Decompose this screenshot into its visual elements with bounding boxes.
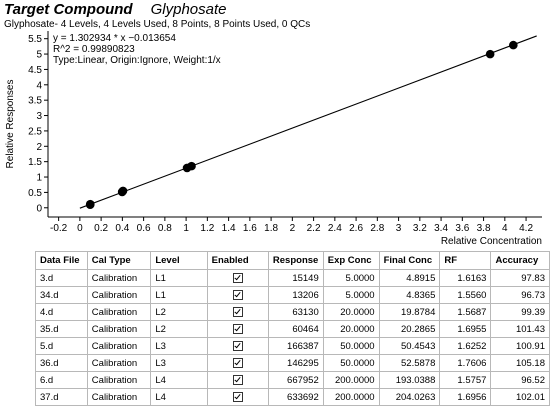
enabled-checkbox[interactable]: [207, 338, 268, 355]
table-row[interactable]: [36, 338, 550, 355]
table-row[interactable]: [36, 321, 550, 338]
enabled-checkbox[interactable]: [207, 372, 268, 389]
calibration-table: [35, 251, 550, 406]
table-cell: 200.0000: [323, 389, 379, 406]
checkbox-checked-icon[interactable]: [233, 392, 243, 402]
x-tick-label: 4.2: [519, 223, 534, 234]
x-tick-label: 3.4: [434, 223, 449, 234]
table-cell: 37.d: [36, 389, 88, 406]
table-cell: Calibration: [87, 338, 151, 355]
table-body: [36, 270, 550, 406]
checkbox-checked-icon[interactable]: [233, 358, 243, 368]
table-cell: 1.5687: [440, 304, 491, 321]
enabled-checkbox[interactable]: [207, 321, 268, 338]
y-tick-label: 0.5: [28, 187, 42, 199]
x-tick-label: 0.6: [136, 223, 151, 234]
table-cell: 5.0000: [323, 287, 379, 304]
x-tick-label: 2.6: [349, 223, 364, 234]
table-cell: 1.6956: [440, 389, 491, 406]
table-cell: 20.0000: [323, 304, 379, 321]
y-tick-label: 0: [36, 203, 42, 215]
x-tick-label: 2.4: [327, 223, 342, 234]
x-tick-label: 1.2: [200, 223, 215, 234]
table-cell: 102.01: [491, 389, 550, 406]
fit-annotation: y = 1.302934 * x −0.013654: [53, 33, 176, 44]
table-cell: 63130: [268, 304, 323, 321]
x-tick-label: 4: [502, 223, 508, 234]
table-cell: 36.d: [36, 355, 88, 372]
enabled-checkbox[interactable]: [207, 270, 268, 287]
table-cell: L2: [151, 321, 207, 338]
table-cell: 166387: [268, 338, 323, 355]
data-point: [86, 200, 95, 209]
table-cell: 100.91: [491, 338, 550, 355]
table-cell: 4.8915: [379, 270, 440, 287]
table-cell: 105.18: [491, 355, 550, 372]
table-cell: 5.d: [36, 338, 88, 355]
table-cell: L4: [151, 372, 207, 389]
x-tick-label: -0.2: [50, 223, 68, 234]
table-cell: Calibration: [87, 355, 151, 372]
y-tick-label: 2.5: [28, 126, 42, 138]
table-row[interactable]: [36, 389, 550, 406]
table-row[interactable]: [36, 287, 550, 304]
y-tick-label: 4: [36, 80, 42, 92]
table-cell: 13206: [268, 287, 323, 304]
data-point: [119, 187, 128, 196]
data-point: [187, 162, 196, 171]
checkbox-checked-icon[interactable]: [233, 324, 243, 334]
table-cell: 4.d: [36, 304, 88, 321]
table-cell: 4.8365: [379, 287, 440, 304]
fit-annotation: Type:Linear, Origin:Ignore, Weight:1/x: [53, 55, 221, 66]
x-tick-label: 0: [77, 223, 83, 234]
x-tick-label: 0.2: [94, 223, 109, 234]
table-cell: 34.d: [36, 287, 88, 304]
table-row[interactable]: [36, 372, 550, 389]
table-cell: 193.0388: [379, 372, 440, 389]
table-cell: 6.d: [36, 372, 88, 389]
column-header[interactable]: Response: [268, 252, 323, 270]
enabled-checkbox[interactable]: [207, 304, 268, 321]
column-header[interactable]: Data File: [36, 252, 88, 270]
y-tick-label: 2: [36, 141, 42, 153]
table-cell: 633692: [268, 389, 323, 406]
table-cell: 5.0000: [323, 270, 379, 287]
enabled-checkbox[interactable]: [207, 287, 268, 304]
table-cell: L3: [151, 355, 207, 372]
table-cell: 96.73: [491, 287, 550, 304]
target-compound-label: Target Compound: [4, 1, 133, 18]
table-cell: 1.5757: [440, 372, 491, 389]
table-cell: 1.6163: [440, 270, 491, 287]
table-cell: 50.0000: [323, 338, 379, 355]
y-tick-label: 3.5: [28, 95, 42, 107]
x-tick-label: 1.4: [221, 223, 236, 234]
column-header[interactable]: Cal Type: [87, 252, 151, 270]
table-cell: 20.2865: [379, 321, 440, 338]
fit-annotation: R^2 = 0.99890823: [53, 44, 135, 55]
calibration-summary: Glyphosate- 4 Levels, 4 Levels Used, 8 Points, 8 Points Used, 0 QCs: [4, 19, 311, 30]
table-cell: Calibration: [87, 389, 151, 406]
table-cell: 1.6252: [440, 338, 491, 355]
table-cell: 1.5560: [440, 287, 491, 304]
y-tick-label: 1: [36, 172, 42, 184]
column-header[interactable]: Enabled: [207, 252, 268, 270]
x-tick-label: 3.2: [412, 223, 427, 234]
table-cell: 200.0000: [323, 372, 379, 389]
y-tick-label: 5.5: [28, 34, 42, 46]
table-cell: 99.39: [491, 304, 550, 321]
column-header[interactable]: Level: [151, 252, 207, 270]
enabled-checkbox[interactable]: [207, 355, 268, 372]
table-cell: 97.83: [491, 270, 550, 287]
checkbox-checked-icon[interactable]: [233, 307, 243, 317]
table-cell: Calibration: [87, 304, 151, 321]
table-cell: L1: [151, 270, 207, 287]
table-cell: Calibration: [87, 287, 151, 304]
y-tick-label: 3: [36, 111, 42, 123]
table-cell: L4: [151, 389, 207, 406]
column-header[interactable]: RF: [440, 252, 491, 270]
table-cell: 667952: [268, 372, 323, 389]
table-row[interactable]: [36, 270, 550, 287]
table-header-row: [36, 252, 550, 270]
x-tick-label: 0.4: [115, 223, 130, 234]
y-axis-label: Relative Responses: [5, 79, 16, 169]
table-cell: L3: [151, 338, 207, 355]
table-cell: 1.7606: [440, 355, 491, 372]
x-tick-label: 0.8: [157, 223, 172, 234]
table-cell: 204.0263: [379, 389, 440, 406]
table-cell: 50.4543: [379, 338, 440, 355]
compound-name: Glyphosate: [150, 1, 227, 18]
table-cell: Calibration: [87, 372, 151, 389]
table-cell: L2: [151, 304, 207, 321]
checkbox-checked-icon[interactable]: [233, 341, 243, 351]
x-tick-label: 2.2: [306, 223, 321, 234]
data-point: [509, 41, 518, 50]
x-tick-label: 1: [183, 223, 189, 234]
x-tick-label: 1.6: [242, 223, 257, 234]
y-tick-label: 4.5: [28, 64, 42, 76]
checkbox-checked-icon[interactable]: [233, 375, 243, 385]
table-cell: 146295: [268, 355, 323, 372]
x-tick-label: 3.6: [455, 223, 470, 234]
table-cell: 20.0000: [323, 321, 379, 338]
table-cell: 101.43: [491, 321, 550, 338]
checkbox-checked-icon[interactable]: [233, 273, 243, 283]
table-cell: 1.6955: [440, 321, 491, 338]
table-cell: 19.8784: [379, 304, 440, 321]
table-cell: Calibration: [87, 270, 151, 287]
checkbox-checked-icon[interactable]: [233, 290, 243, 300]
table-cell: 15149: [268, 270, 323, 287]
data-point: [486, 50, 495, 59]
x-tick-label: 2.8: [370, 223, 385, 234]
y-tick-label: 5: [36, 49, 42, 61]
y-tick-label: 1.5: [28, 157, 42, 169]
x-axis-label: Relative Concentration: [440, 236, 542, 247]
table-cell: 96.52: [491, 372, 550, 389]
column-header[interactable]: Exp Conc: [323, 252, 379, 270]
table-row[interactable]: [36, 355, 550, 372]
table-cell: L1: [151, 287, 207, 304]
table-cell: 35.d: [36, 321, 88, 338]
x-tick-label: 3.8: [476, 223, 491, 234]
x-tick-label: 3: [395, 223, 402, 234]
x-tick-label: 1.8: [264, 223, 279, 234]
table-cell: Calibration: [87, 321, 151, 338]
x-tick-label: 2: [289, 223, 296, 234]
enabled-checkbox[interactable]: [207, 389, 268, 406]
table-cell: 3.d: [36, 270, 88, 287]
table-row[interactable]: [36, 304, 550, 321]
table-cell: 50.0000: [323, 355, 379, 372]
column-header[interactable]: Accuracy: [491, 252, 550, 270]
table-cell: 60464: [268, 321, 323, 338]
column-header[interactable]: Final Conc: [379, 252, 440, 270]
table-cell: 52.5878: [379, 355, 440, 372]
